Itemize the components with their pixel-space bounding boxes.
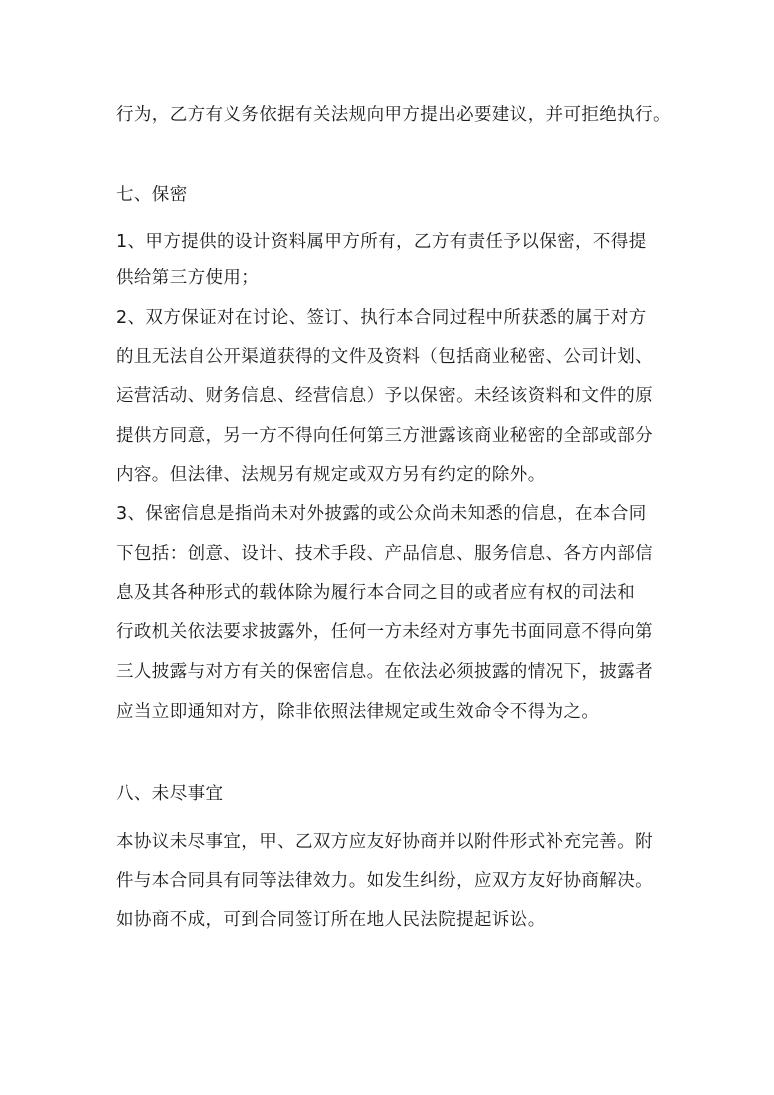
- paragraph-line: 三人披露与对方有关的保密信息。在依法必须披露的情况下，披露者: [116, 662, 653, 682]
- paragraph-line: 供给第三方使用；: [116, 268, 260, 288]
- paragraph-line: 的且无法自公开渠道获得的文件及资料（包括商业秘密、公司计划、: [116, 347, 653, 367]
- paragraph-line: 如协商不成，可到合同签订所在地人民法院提起诉讼。: [116, 910, 546, 930]
- paragraph-line: 行为，乙方有义务依据有关法规向甲方提出必要建议，并可拒绝执行。: [116, 105, 671, 125]
- paragraph-line: 2、双方保证对在讨论、签订、执行本合同过程中所获悉的属于对方: [116, 308, 647, 328]
- paragraph-line: 3、保密信息是指尚未对外披露的或公众尚未知悉的信息，在本合同: [116, 504, 647, 524]
- paragraph-line: 息及其各种形式的载体除为履行本合同之目的或者应有权的司法和: [116, 583, 636, 603]
- section-heading-confidentiality: 七、保密: [116, 185, 188, 205]
- paragraph-line: 应当立即通知对方，除非依照法律规定或生效命令不得为之。: [116, 702, 600, 722]
- paragraph-line: 提供方同意，另一方不得向任何第三方泄露该商业秘密的全部或部分: [116, 426, 653, 446]
- paragraph-line: 行政机关依法要求披露外，任何一方未经对方事先书面同意不得向第: [116, 622, 653, 642]
- paragraph-line: 下包括：创意、设计、技术手段、产品信息、服务信息、各方内部信: [116, 544, 653, 564]
- section-heading-unresolved-matters: 八、未尽事宜: [116, 784, 224, 804]
- paragraph-line: 件与本合同具有同等法律效力。如发生纠纷，应双方友好协商解决。: [116, 871, 653, 891]
- paragraph-line: 1、甲方提供的设计资料属甲方所有，乙方有责任予以保密，不得提: [116, 232, 647, 252]
- paragraph-line: 运营活动、财务信息、经营信息）予以保密。未经该资料和文件的原: [116, 386, 653, 406]
- paragraph-line: 内容。但法律、法规另有规定或双方另有约定的除外。: [116, 465, 546, 485]
- paragraph-line: 本协议未尽事宜，甲、乙双方应友好协商并以附件形式补充完善。附: [116, 832, 653, 852]
